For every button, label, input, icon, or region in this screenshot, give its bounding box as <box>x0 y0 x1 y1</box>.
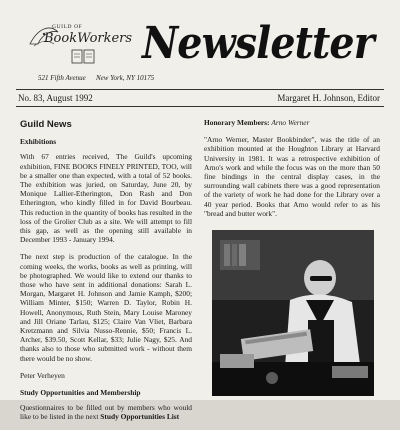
honorary-member-name: Arno Werner <box>271 118 310 127</box>
study-paragraph <box>20 403 192 421</box>
section-heading-guild-news: Guild News <box>20 119 72 130</box>
arno-werner-paragraph: "Arno Werner, Master Bookbinder", was the title of an exhibition mounted at the Houghton Library at Harvard University in 1981. It was a retrospective exhibition of Arno's work and while the focus was on the more than 50 fine bindings in the central display cases, in the surrounding wall cabinets there was a good representation of the variety of work he had done for the Library over a 40 year period. Books that Arno would refer to as his "bread and butter work". <box>204 135 380 218</box>
masthead-rule-top <box>16 89 384 90</box>
left-column <box>20 118 192 430</box>
exhibitions-paragraph-1: With 67 entries received, The Guild's upcoming exhibition, FINE BOOKS FINELY PRINTED, TOO, will be a smaller one than expected, with a total of 52 books. The exhibition was juried, on Saturday, June 20, by Monique Lallier-Etherington, Don Rash and Don Etherington, who kindly filled in for David Bourbeau. This reduction in the quantity of books has resulted in the loss of the Grolier Club as a site. We will attempt to fill this gap, as well as the opening still available in December 1993 - January 1994. <box>20 152 192 245</box>
masthead-rule-bottom <box>16 106 384 107</box>
bookbinder-photo-illustration-icon <box>212 230 374 396</box>
honorary-members-label: Honorary Members: <box>204 118 270 127</box>
bookbinder-photo <box>212 230 374 396</box>
exhibitions-paragraph-2: The next step is production of the catalogue. In the coming weeks, the works, books as well as printing, will be photographed. We would like to extend our thanks to those who have sent in additional donations: Sarah L. Morgan, Margaret H. Johnson and Jamie Kamph, $200; William Minter, $150; Warren D. Taylor, Robin H. Howell, Anonymous, Ruth Stein, Mary Louise Maroney and Jill Oriane Tarlau, $125; Claire Van Vliet, Barbara Kretzmann and Silvia Nusso-Rennie, $50; Francis L. Archer, $39.50, Scott Kellar, $33; Julie Nagy, $25. And thanks also to those who submitted work - without them there would be no show. <box>20 252 192 363</box>
subheading-exhibitions: Exhibitions <box>20 137 57 147</box>
study-paragraph-text: Questionnaires to be filled out by members who would like to be listed in the next <box>20 403 192 422</box>
open-book-mark-icon <box>70 48 96 66</box>
right-column <box>204 118 380 226</box>
logo-guild-name: BookWorkers <box>44 31 133 46</box>
address-city: New York, NY 10175 <box>96 74 155 82</box>
logo-guild-of-text: GUILD OF <box>52 24 83 30</box>
author-signature: Peter Verheyen <box>20 370 65 380</box>
subheading-study-opportunities: Study Opportunities and Membership <box>20 388 141 398</box>
address-street: 521 Fifth Avenue <box>38 74 86 82</box>
newsletter-title: Newsletter <box>142 18 374 69</box>
issue-number: No. 83, August 1992 <box>18 93 93 103</box>
study-list-title: Study Opportunities List <box>100 412 180 422</box>
honorary-members-heading <box>204 118 380 127</box>
editor-credit: Margaret H. Johnson, Editor <box>277 93 380 103</box>
